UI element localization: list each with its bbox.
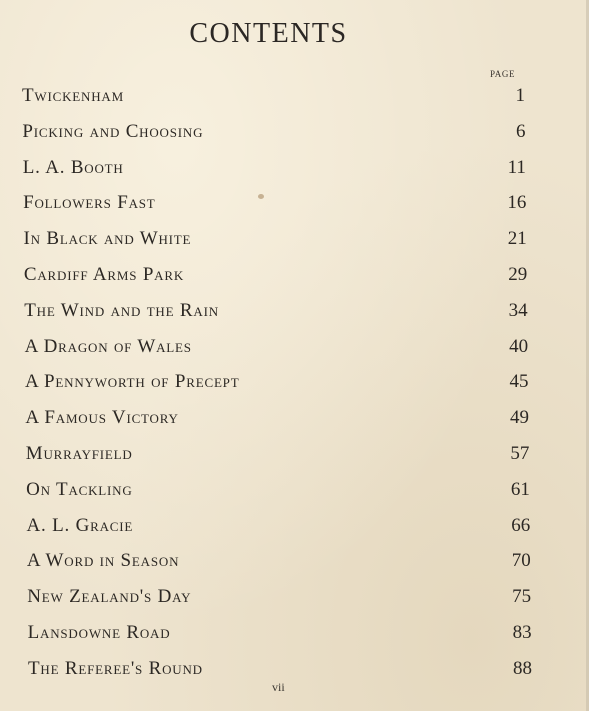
toc-entry-page: 70 (511, 550, 531, 572)
toc-entry-title: A Dragon of Wales (24, 335, 192, 357)
toc-entry (25, 333, 528, 361)
toc-entry-title: L. A. Booth (22, 156, 124, 178)
toc-entry (28, 655, 532, 683)
toc-entry-title: Twickenham (22, 85, 124, 106)
toc-entry-page: 57 (510, 443, 530, 464)
toc-entry-title: Picking and Choosing (22, 120, 204, 142)
toc-entry (22, 82, 525, 110)
toc-entry (24, 297, 527, 325)
toc-entry-page: 66 (511, 514, 531, 536)
toc-entry-page: 45 (509, 371, 529, 393)
paper-speck (258, 194, 264, 199)
toc-entry-title: Followers Fast (23, 192, 156, 214)
toc-entry (23, 189, 526, 217)
toc-entry (22, 118, 525, 146)
toc-entry-title: New Zealand's Day (27, 586, 192, 608)
toc-entry (24, 225, 527, 253)
toc-entry-title: In Black and White (23, 228, 192, 250)
toc-entry-page: 11 (507, 156, 526, 178)
toc-entry-page: 75 (512, 586, 532, 608)
toc-entry-page: 29 (508, 264, 528, 285)
toc-entry (27, 547, 531, 575)
toc-entry (25, 368, 529, 396)
toc-entry-page: 21 (507, 228, 527, 250)
toc-entry-title: Murrayfield (25, 443, 133, 464)
toc-entry (27, 512, 531, 540)
toc-entry-title: A Famous Victory (25, 407, 179, 429)
toc-entry-page: 1 (515, 85, 525, 106)
toc-entry-page: 16 (507, 192, 527, 214)
toc-entry (23, 154, 526, 182)
toc-entry (27, 583, 531, 611)
toc-entry-page: 61 (510, 478, 530, 500)
toc-entry-title: A Pennyworth of Precept (25, 371, 240, 393)
toc-entry-page: 49 (509, 407, 529, 429)
page-number: vii (272, 680, 285, 694)
toc-entry (26, 440, 530, 468)
toc-entry (25, 404, 529, 432)
toc-entry (26, 476, 530, 504)
toc-entry-page: 34 (508, 299, 528, 321)
toc-entry (28, 619, 532, 647)
toc-entry-title: The Wind and the Rain (24, 299, 219, 321)
page-column-label: PAGE (490, 69, 516, 79)
toc-entry-page: 83 (512, 622, 532, 643)
toc-entry-page: 6 (515, 120, 526, 142)
toc-entry-title: A Word in Season (26, 550, 180, 572)
toc-entry-title: Lansdowne Road (27, 622, 171, 643)
toc-entry (24, 261, 527, 289)
page-title: CONTENTS (189, 18, 348, 49)
toc-entry-title: The Referee's Round (28, 657, 203, 679)
toc-entry-title: On Tackling (26, 478, 133, 500)
toc-entry-page: 40 (509, 335, 529, 357)
toc-entry-title: A. L. Gracie (26, 514, 134, 536)
toc-entry-page: 88 (513, 657, 532, 679)
toc-entry-title: Cardiff Arms Park (23, 264, 185, 285)
